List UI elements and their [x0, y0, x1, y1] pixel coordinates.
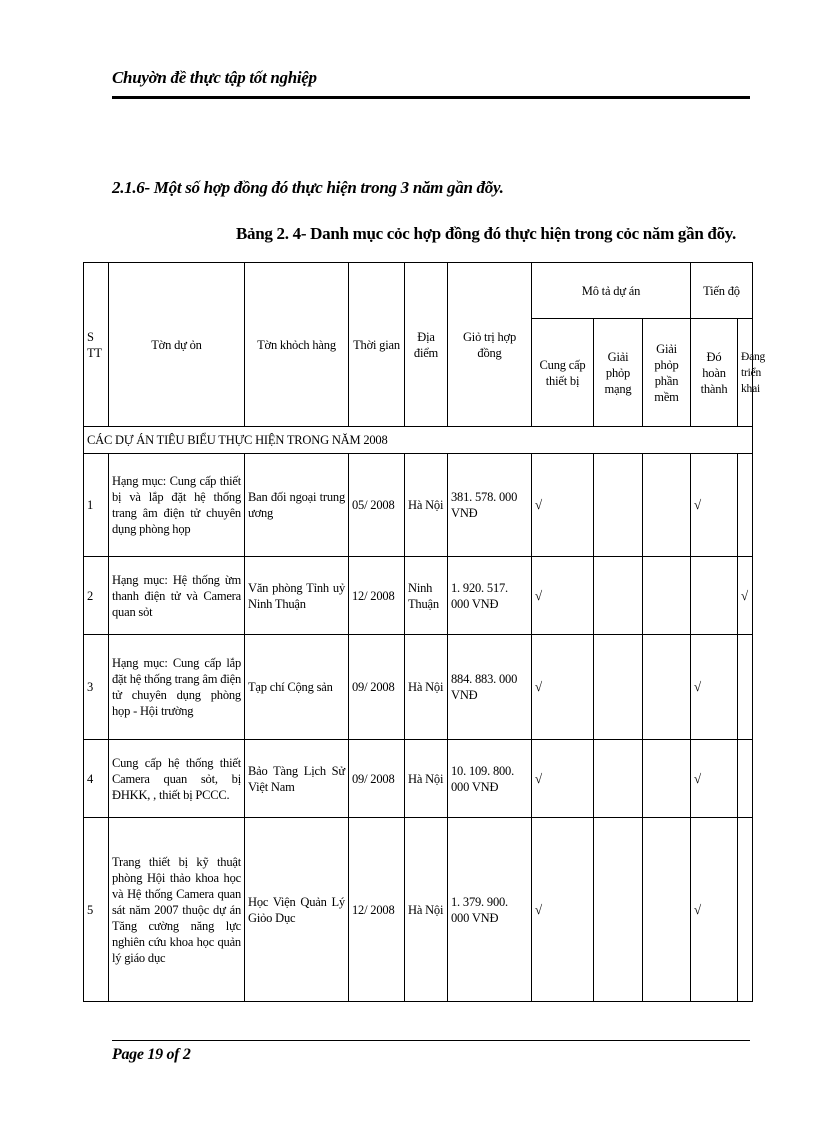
- cell-ongoing: [738, 635, 753, 740]
- cell-location: Hà Nội: [405, 740, 448, 818]
- cell-software: [643, 740, 691, 818]
- table-row: [84, 818, 753, 1002]
- cell-project: Cung cấp hệ thống thiết Camera quan sỏt, bị ĐHKK, , thiết bị PCCC.: [109, 740, 245, 818]
- cell-project: Hạng mục: Cung cấp thiết bị và lắp đặt hệ thống trang âm điện tử chuyên dụng phòng họp: [109, 454, 245, 557]
- cell-time: 05/ 2008: [349, 454, 405, 557]
- cell-solution: [594, 635, 643, 740]
- cell-project: Hạng mục: Cung cấp lắp đặt hệ thống trang âm điện tử chuyên dụng phòng họp - Hội trường: [109, 635, 245, 740]
- cell-completed: [691, 557, 738, 635]
- cell-stt: 1: [84, 454, 109, 557]
- page-header-title: Chuyờn đề thực tập tốt nghiệp: [112, 68, 317, 87]
- footer-rule: [112, 1040, 750, 1041]
- group-row-2008: CÁC DỰ ÁN TIÊU BIỂU THỰC HIỆN TRONG NĂM 2008: [84, 427, 753, 454]
- cell-solution: [594, 454, 643, 557]
- cell-location: Hà Nội: [405, 635, 448, 740]
- cell-value: 381. 578. 000 VNĐ: [448, 454, 532, 557]
- header-progress-group: Tiến độ: [691, 263, 753, 319]
- cell-ongoing: √: [738, 557, 753, 635]
- header-stt: S TT: [84, 263, 109, 427]
- cell-stt: 4: [84, 740, 109, 818]
- section-heading: 2.1.6- Một số hợp đồng đó thực hiện trong 3 năm gần đõy.: [112, 178, 504, 197]
- cell-ongoing: [738, 818, 753, 1002]
- table-row: [84, 454, 753, 557]
- cell-equipment: √: [532, 454, 594, 557]
- cell-time: 09/ 2008: [349, 635, 405, 740]
- cell-equipment: √: [532, 557, 594, 635]
- cell-location: Ninh Thuận: [405, 557, 448, 635]
- cell-value: 884. 883. 000 VNĐ: [448, 635, 532, 740]
- cell-completed: √: [691, 740, 738, 818]
- cell-client: Ban đối ngoại trung ương: [245, 454, 349, 557]
- cell-location: Hà Nội: [405, 818, 448, 1002]
- cell-completed: √: [691, 818, 738, 1002]
- cell-client: Tạp chí Cộng sản: [245, 635, 349, 740]
- table-row: [84, 557, 753, 635]
- cell-software: [643, 454, 691, 557]
- header-software: Giải phỏp phần mềm: [643, 319, 691, 427]
- cell-completed: √: [691, 454, 738, 557]
- header-value: Giỏ trị hợp đồng: [448, 263, 532, 427]
- header-ongoing: Đang triển khai: [738, 319, 753, 427]
- cell-software: [643, 635, 691, 740]
- cell-client: Văn phòng Tỉnh uỷ Ninh Thuận: [245, 557, 349, 635]
- header-completed: Đó hoàn thành: [691, 319, 738, 427]
- cell-solution: [594, 740, 643, 818]
- cell-stt: 5: [84, 818, 109, 1002]
- header-location: Địa điểm: [405, 263, 448, 427]
- table-row: [84, 635, 753, 740]
- cell-solution: [594, 557, 643, 635]
- header-time: Thời gian: [349, 263, 405, 427]
- cell-stt: 3: [84, 635, 109, 740]
- cell-client: Bảo Tàng Lịch Sử Việt Nam: [245, 740, 349, 818]
- cell-value: 1. 379. 900. 000 VNĐ: [448, 818, 532, 1002]
- cell-equipment: √: [532, 635, 594, 740]
- cell-stt: 2: [84, 557, 109, 635]
- table-caption: Bảng 2. 4- Danh mục cỏc hợp đồng đó thực hiện trong cỏc năm gần đõy.: [236, 224, 737, 243]
- cell-value: 10. 109. 800. 000 VNĐ: [448, 740, 532, 818]
- header-solution: Giải phỏp mạng: [594, 319, 643, 427]
- cell-project: Hạng mục: Hệ thống ừm thanh điện tử và Camera quan sỏt: [109, 557, 245, 635]
- cell-completed: √: [691, 635, 738, 740]
- header-client: Tờn khỏch hàng: [245, 263, 349, 427]
- cell-ongoing: [738, 740, 753, 818]
- table-row: [84, 740, 753, 818]
- page-number: Page 19 of 2: [112, 1046, 191, 1063]
- cell-value: 1. 920. 517. 000 VNĐ: [448, 557, 532, 635]
- header-project: Tờn dự ỏn: [109, 263, 245, 427]
- cell-location: Hà Nội: [405, 454, 448, 557]
- header-equipment: Cung cấp thiết bị: [532, 319, 594, 427]
- cell-equipment: √: [532, 818, 594, 1002]
- cell-solution: [594, 818, 643, 1002]
- cell-time: 09/ 2008: [349, 740, 405, 818]
- cell-software: [643, 557, 691, 635]
- cell-client: Học Viện Quản Lý Giỏo Dục: [245, 818, 349, 1002]
- cell-project: Trang thiết bị kỹ thuật phòng Hội thảo khoa học và Hệ thống Camera quan sát năm 2007 thuộc dự án Tăng cường năng lực nghiên cứu khoa học quản lý giáo dục: [109, 818, 245, 1002]
- header-description-group: Mô tả dự án: [532, 263, 691, 319]
- cell-equipment: √: [532, 740, 594, 818]
- cell-time: 12/ 2008: [349, 818, 405, 1002]
- cell-time: 12/ 2008: [349, 557, 405, 635]
- contracts-table: [83, 262, 766, 1002]
- cell-software: [643, 818, 691, 1002]
- header-rule: [112, 96, 750, 99]
- cell-ongoing: [738, 454, 753, 557]
